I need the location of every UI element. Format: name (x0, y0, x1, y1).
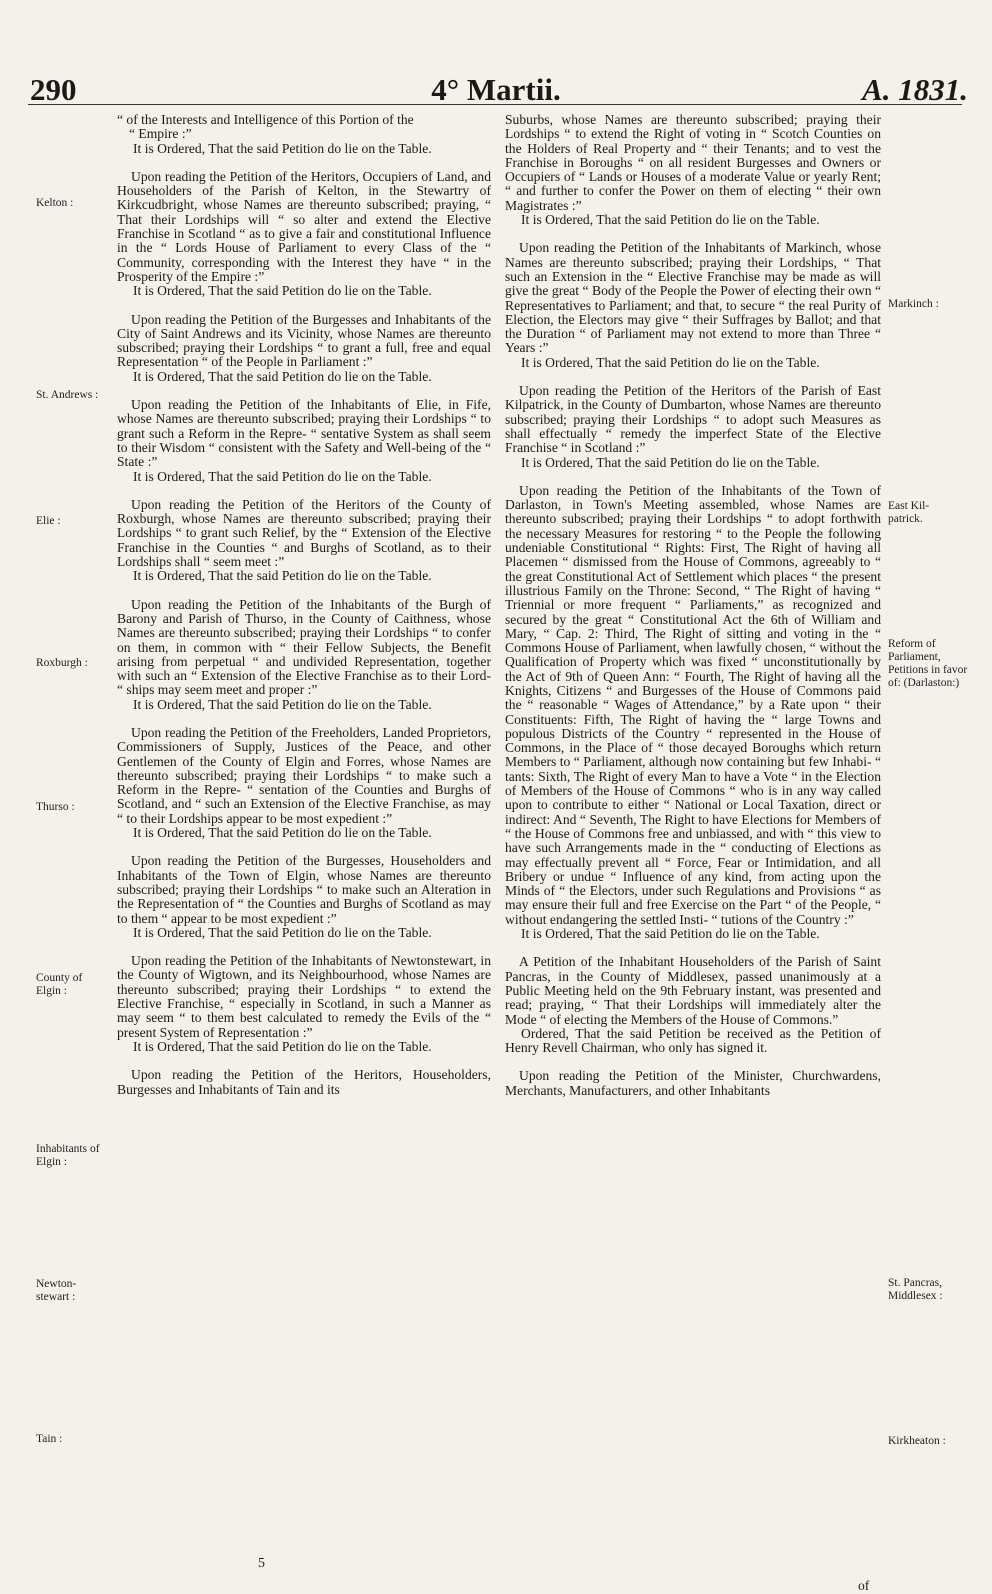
darlaston-order: It is Ordered, That the said Petition do lie on the Table. (521, 926, 820, 942)
entry-roxburgh (117, 498, 491, 584)
entry-kelton (117, 170, 491, 299)
st-pancras-order: Ordered, That the said Petition be received as the Petition of Henry Revell Chairman, who only has signed it. (505, 1025, 881, 1056)
kirkheaton-body: Upon reading the Petition of the Minister, Churchwardens, Merchants, Manufacturers, and other Inhabitants (505, 1068, 881, 1098)
newtonstewart-body: Upon reading the Petition of the Inhabitants of Newtonstewart, in the County of Wigtown, and its Neighbourhood, whose Names are thereunto subscribed; praying their Lordships “ to extend the Elective Franchise, “ especially in Scotland, in such a Manner as may seem “ to them best calculated to remedy the Evils of the “ present System of Representation :” (117, 953, 491, 1040)
roxburgh-order: It is Ordered, That the said Petition do lie on the Table. (133, 568, 432, 584)
year: A. 1831. (862, 72, 968, 107)
margin-note-kirkheaton: Kirkheaton : (888, 1435, 946, 1447)
margin-note-markinch: Markinch : (888, 298, 939, 310)
entry-east-kilpatrick (505, 384, 881, 470)
inhab-elgin-body: Upon reading the Petition of the Burgesses, Householders and Inhabitants of the Town of Elgin, whose Names are thereunto subscribed; praying their Lordships “ to make such an Alteration in the Representation of “ the Counties and Burghs of Scotland as may to them “ appear to be most expedient :” (117, 853, 491, 926)
margin-note-county-of-elgin: County of Elgin : (36, 972, 83, 997)
entry-newtonstewart (117, 954, 491, 1054)
entry-darlaston (505, 484, 881, 942)
st-andrews-body: Upon reading the Petition of the Burgesses and Inhabitants of the City of Saint Andrews and its Vicinity, whose Names are thereunto subscribed; praying their Lordships “ to grant a full, free and equal Representation “ of the People in Parliament :” (117, 311, 491, 370)
signature-mark: 5 (258, 1556, 265, 1571)
page-number: 290 (30, 72, 77, 107)
header-rule (28, 104, 962, 105)
right-column (505, 113, 881, 1112)
left-column (117, 113, 491, 1111)
kelton-body: Upon reading the Petition of the Heritors, Occupiers of Land, and Householders of the Parish of Kelton, in the Stewartry of Kirkcudbright, whose Names are thereunto subscribed; praying, “ That their Lordships will “ so alter and extend the Elective Franchise in Scotland “ as to give a fair and constitutional Influence in the “ Lords House of Parliament to every Class of the “ Community, corresponding with the Interest they have “ in the Prosperity of the Empire :” (117, 168, 491, 284)
page-header (0, 72, 992, 112)
east-kilpatrick-order: It is Ordered, That the said Petition do lie on the Table. (521, 454, 820, 470)
elie-order: It is Ordered, That the said Petition do lie on the Table. (133, 468, 432, 484)
catchword: of (858, 1578, 870, 1593)
entry-st-pancras (505, 955, 881, 1055)
entry-county-of-elgin (117, 726, 491, 840)
darlaston-body: Upon reading the Petition of the Inhabitants of the Town of Darlaston, in Town's Meeting assembled, whose Names are thereunto subscribed; praying their Lordships “ to adopt forthwith the necessary Measures for restoring “ to the People the following undeniable Constitutional “ Rights: First, The Right of having all Placemen “ dismissed from the House of Commons, agreeably to “ the great Constitutional Act of Settlement which places “ the present illustrious Family on the Throne: Second, “ The Right of having “ Triennial or more frequent “ Parliaments,” as recognized and secured by the great “ Constitutional Act the 6th of William and Mary, “ Cap. 2: Third, The Right of sitting and voting in the “ Commons House of Parliament, when lawfully chosen, “ without the Qualification of Property which was fixed “ unconstitutionally by the Act of 9th of Queen Ann: “ Fourth, The Right of having all the Knights, Citizens “ and Burgesses of the House of Commons paid the “ reasonable “ Wages of Attendance,” by a Rate upon “ their Constituents: Fifth, The Right of having the “ large Towns and populous Districts of the Country “ represented in the House of Commons, in the Place of “ those decayed Boroughs which return Members to “ Parliament, although now containing but few Inhabi- “ tants: Sixth, The Right of every Man to have a Vote “ in the Election of Members of the House of Commons “ who is in any way called upon to contribute to either “ National or Local Taxation, direct or indirect: And “ Seventh, The Right to have Elections for Members of “ the House of Commons free and unbiassed, and with “ this view to have such Arrangements made in the “ conducting of Elections as may effectually prevent all “ Force, Fear or Intimidation, and all Bribery or undue “ Influence of any kind, from acting upon the Minds of “ the Electors, under such Regulations and Provisions “ as may ensure their full and free Exercise on the Part “ of the People, “ without endangering the settled Insti- “ tutions of the Country :” (505, 482, 881, 927)
intro-order: It is Ordered, That the said Petition do lie on the Table. (133, 140, 432, 156)
st-pancras-body: A Petition of the Inhabitant Householders of the Parish of Saint Pancras, in the County of Middlesex, passed unanimously at a Public Meeting held on the 9th February instant, was presented and read; praying, “ That their Lordships will immediately alter the Mode “ of electing the Members of the House of Commons.” (505, 954, 881, 1027)
elie-body: Upon reading the Petition of the Inhabitants of Elie, in Fife, whose Names are thereunto subscribed; praying their Lordships “ to grant such a Reform in the Repre- “ sentative System as shall seem to their Wisdom “ consistent with the Safety and Well-being of the “ State :” (117, 397, 491, 470)
margin-note-kelton: Kelton : (36, 197, 74, 209)
county-elgin-body: Upon reading the Petition of the Freeholders, Landed Proprietors, Commissioners of Supply, Justices of the Peace, and other Gentlemen of the County of Elgin and Forres, whose Names are thereunto subscribed; praying their Lordships “ to make such a Reform in the Repre- “ sentation of the Counties and Burghs of Scotland, and “ such an Extension of the Elective Franchise, as may “ to their Lordships appear to be most expedient :” (117, 724, 491, 826)
margin-note-thurso: Thurso : (36, 801, 75, 813)
margin-note-elie: Elie : (36, 515, 61, 527)
thurso-body: Upon reading the Petition of the Inhabitants of the Burgh of Barony and Parish of Thurso, in the County of Caithness, whose Names are thereunto subscribed; praying their Lordships “ to confer on them, in common with “ their Fellow Subjects, the Benefit arising from perpetual “ and undivided Representation, together with such an “ Extension of the Elective Franchise as to their Lord- “ ships may seem meet and proper :” (117, 596, 491, 698)
entry-inhabitants-of-elgin (117, 854, 491, 940)
east-kilpatrick-body: Upon reading the Petition of the Heritors of the Parish of East Kilpatrick, in the County of Dumbarton, whose Names are thereunto subscribed; praying their Lordships “ to adopt such Measures as shall effectually “ remedy the imperfect State of the Elective Franchise “ in Scotland :” (505, 383, 881, 456)
entry-elie (117, 398, 491, 484)
markinch-body: Upon reading the Petition of the Inhabitants of Markinch, whose Names are thereunto subscribed; praying their Lordships, “ That such an Extension in the “ Elective Franchise may be made as will give the great “ Body of the People the Power of electing their own “ Representatives to Parliament; and that, to secure “ the real Purity of Election, the Electors may give “ their Suffrages by Ballot; and that the Duration “ of Parliament may not extend to more than Three “ Years :” (505, 240, 881, 356)
margin-note-inhabitants-of-elgin: Inhabitants of Elgin : (36, 1143, 100, 1168)
tain-body: Upon reading the Petition of the Heritors, Householders, Burgesses and Inhabitants of Tain and its (117, 1067, 491, 1097)
margin-note-tain: Tain : (36, 1433, 63, 1445)
margin-note-st-pancras: St. Pancras, Middlesex : (888, 1277, 943, 1302)
entry-tain (117, 1068, 491, 1097)
roxburgh-body: Upon reading the Petition of the Heritors of the County of Roxburgh, whose Names are thereunto subscribed; praying their Lordships “ to grant such Relief, by the “ Extension of the Elective Franchise in the Counties “ and Burghs of Scotland, as to their Lordships shall “ seem meet :” (117, 496, 491, 570)
margin-note-roxburgh: Roxburgh : (36, 657, 88, 669)
inhab-elgin-order: It is Ordered, That the said Petition do lie on the Table. (133, 924, 432, 940)
entry-st-andrews (117, 313, 491, 384)
margin-note-st-andrews: St. Andrews : (36, 389, 99, 401)
entry-kirkheaton (505, 1069, 881, 1098)
entry-thurso (117, 598, 491, 712)
margin-note-newtonstewart: Newton-stewart : (36, 1278, 77, 1303)
entry-tain-cont (505, 113, 881, 227)
newtonstewart-order: It is Ordered, That the said Petition do lie on the Table. (133, 1038, 432, 1054)
st-andrews-order: It is Ordered, That the said Petition do lie on the Table. (133, 368, 432, 384)
margin-note-reform-darlaston: Reform of Parliament, Petitions in favor of: (Darlaston:) (888, 638, 968, 689)
entry-markinch (505, 241, 881, 370)
intro-line: “ of the Interests and Intelligence of this Portion of the (117, 112, 414, 127)
county-elgin-order: It is Ordered, That the said Petition do lie on the Table. (133, 825, 432, 841)
margin-note-east-kilpatrick: East Kil-patrick. (888, 500, 930, 525)
intro-line: “ Empire :” (129, 126, 192, 142)
thurso-order: It is Ordered, That the said Petition do lie on the Table. (133, 696, 432, 712)
tain-order: It is Ordered, That the said Petition do lie on the Table. (521, 212, 820, 228)
kelton-order: It is Ordered, That the said Petition do lie on the Table. (133, 283, 432, 299)
markinch-order: It is Ordered, That the said Petition do lie on the Table. (521, 354, 820, 370)
tain-cont-body: Suburbs, whose Names are thereunto subscribed; praying their Lordships “ to extend the Right of voting in “ Scotch Counties on the Holders of Real Property and “ their Tenants; and to vest the Franchise in Boroughs “ on all resident Burgesses and Owners or Occupiers of “ Lands or Houses of a moderate Value or yearly Rent; “ and further to confer the Power on them of electing “ their own Magistrates :” (505, 112, 881, 213)
intro-entry (117, 113, 491, 156)
date-title: 4° Martii. (431, 72, 561, 107)
